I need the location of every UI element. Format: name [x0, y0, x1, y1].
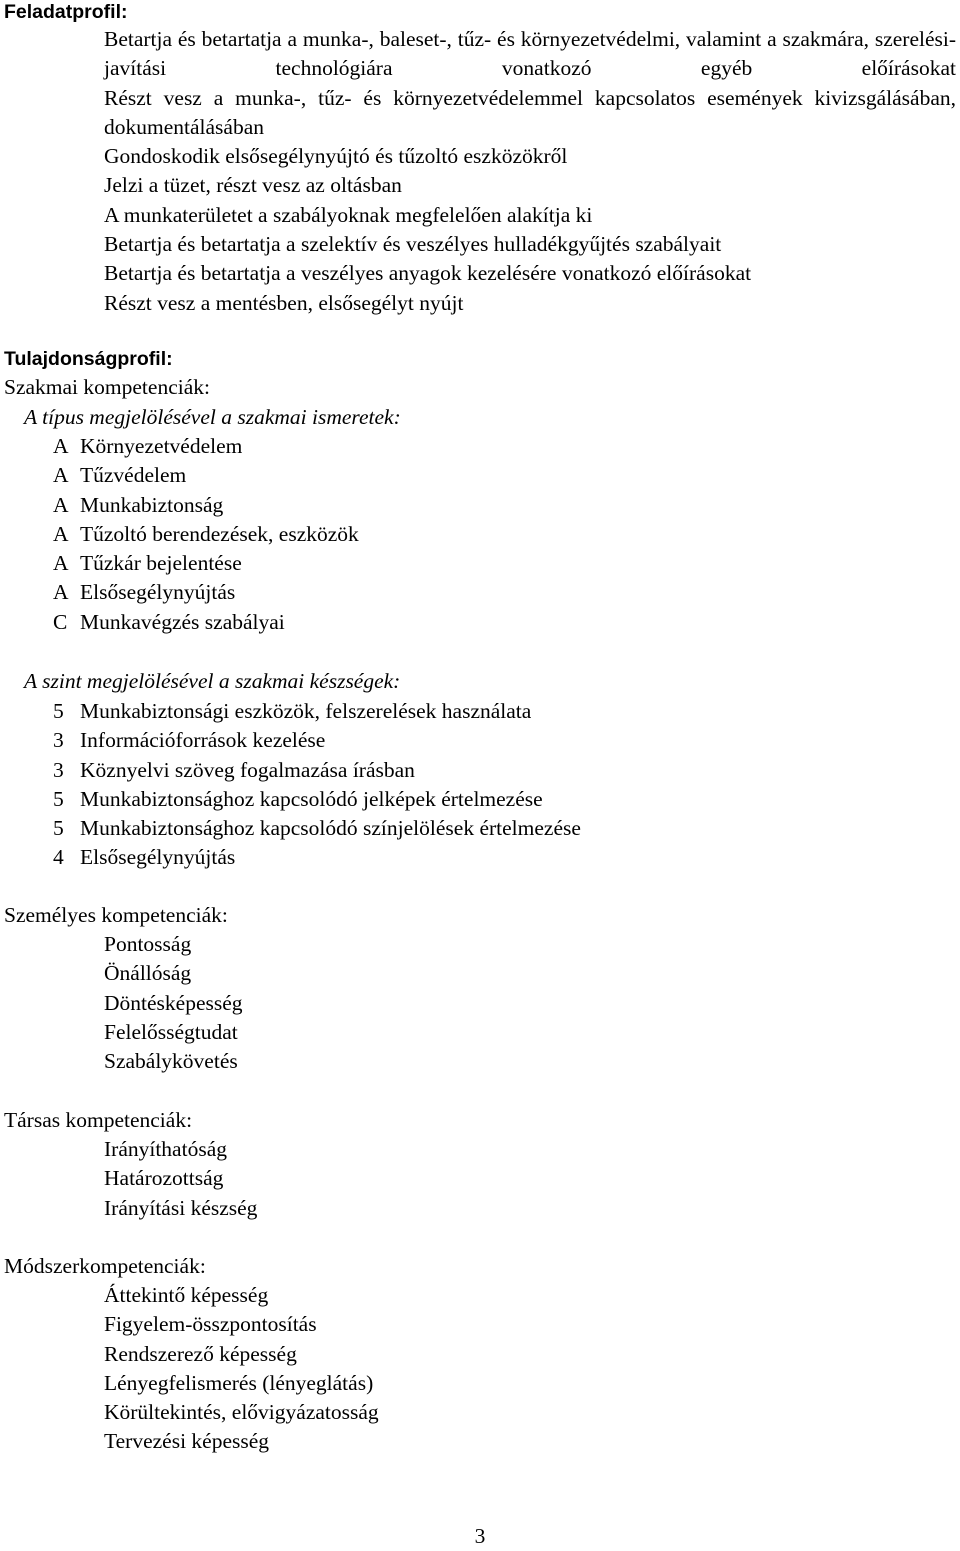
ismeret-text: Munkabiztonság: [80, 492, 224, 517]
list-item: Irányítási készség: [104, 1195, 258, 1220]
ismeret-type-code: A: [53, 551, 69, 576]
list-item: Határozottság: [104, 1166, 224, 1191]
task-item: Jelzi a tüzet, részt vesz az oltásban: [104, 173, 402, 198]
ismeret-type-code: A: [53, 463, 69, 488]
keszsegek-list: [0, 697, 960, 873]
list-item: Figyelem-összpontosítás: [104, 1312, 317, 1337]
keszseg-text: Köznyelvi szöveg fogalmazása írásban: [80, 757, 415, 782]
list-item: Pontosság: [104, 932, 192, 956]
tarsas-kompetenciak-label: Társas kompetenciák:: [4, 1108, 193, 1132]
ismeret-text: Munkavégzés szabályai: [80, 609, 285, 634]
keszseg-row: [0, 814, 960, 843]
ismeret-type-code: A: [53, 521, 69, 546]
ismeret-row: [0, 432, 960, 461]
tulajdonsagprofil-heading: Tulajdonságprofil:: [4, 348, 173, 370]
list-item: Felelősségtudat: [104, 1019, 238, 1044]
ismeret-row: [0, 608, 960, 637]
feladatprofil-heading: Feladatprofil:: [4, 1, 128, 23]
ismeret-row: [0, 461, 960, 490]
szakmai-kompetenciak-label: Szakmai kompetenciák:: [4, 375, 210, 399]
ismeret-text: Elsősegélynyújtás: [80, 580, 236, 605]
keszseg-text: Munkabiztonsági eszközök, felszerelések használata: [80, 699, 532, 723]
ismeret-text: Tűzkár bejelentése: [80, 551, 242, 576]
list-item: Szabálykövetés: [104, 1049, 238, 1074]
list-item: Körültekintés, elővigyázatosság: [104, 1400, 379, 1425]
ismeretek-list: [0, 432, 960, 637]
ismeret-type-code: A: [53, 492, 69, 517]
task-item: Részt vesz a mentésben, elsősegélyt nyújt: [104, 290, 464, 315]
task-item: Betartja és betartatja a veszélyes anyagok kezelésére vonatkozó előírásokat: [104, 261, 752, 286]
list-item: Irányíthatóság: [104, 1137, 227, 1161]
keszseg-row: [0, 756, 960, 785]
keszseg-text: Munkabiztonsághoz kapcsolódó jelképek értelmezése: [80, 786, 543, 811]
feladatprofil-list: [104, 25, 956, 318]
list-item: Lényegfelismerés (lényeglátás): [104, 1370, 374, 1395]
ismeret-row: [0, 578, 960, 607]
ismeret-type-code: C: [53, 609, 68, 634]
page-number: 3: [474, 1524, 486, 1548]
ismeret-text: Tűzoltó berendezések, eszközök: [80, 521, 359, 546]
ismeret-row: [0, 491, 960, 520]
task-item: Betartja és betartatja a szelektív és veszélyes hulladékgyűjtés szabályait: [104, 232, 722, 257]
ismeret-type-code: A: [53, 434, 69, 458]
ismeret-row: [0, 520, 960, 549]
keszseg-text: Információforrások kezelése: [80, 728, 326, 753]
ismeret-text: Környezetvédelem: [80, 434, 243, 458]
list-item: Tervezési képesség: [104, 1429, 270, 1454]
keszseg-level-code: 5: [53, 699, 64, 723]
task-item: Betartja és betartatja a munka-, baleset-, tűz- és környezetvédelmi, valamint a szakmára, szerelési-javítási technológiára vonatkozó egyéb előírásokat: [104, 27, 956, 81]
keszseg-level-code: 5: [53, 786, 64, 811]
keszseg-text: Munkabiztonsághoz kapcsolódó színjelölések értelmezése: [80, 816, 581, 841]
list-item: Döntésképesség: [104, 990, 243, 1015]
keszseg-level-code: 5: [53, 816, 64, 841]
modszer-list: [104, 1281, 956, 1457]
keszseg-level-code: 4: [53, 845, 64, 870]
keszseg-row: [0, 785, 960, 814]
keszseg-level-code: 3: [53, 757, 64, 782]
list-item: Rendszerező képesség: [104, 1341, 297, 1366]
modszerkompetenciak-label: Módszerkompetenciák:: [4, 1254, 206, 1278]
keszseg-row: [0, 843, 960, 872]
keszseg-row: [0, 726, 960, 755]
list-item: Önállóság: [104, 961, 192, 986]
keszsegek-label: A szint megjelölésével a szakmai készségek:: [24, 669, 401, 693]
list-item: Áttekintő képesség: [104, 1283, 269, 1307]
keszseg-level-code: 3: [53, 728, 64, 753]
keszseg-row: [0, 697, 960, 726]
ismeret-type-code: A: [53, 580, 69, 605]
szemelyes-kompetenciak-label: Személyes kompetenciák:: [4, 903, 228, 927]
task-item: Részt vesz a munka-, tűz- és környezetvédelemmel kapcsolatos események kivizsgálásában, dokumentálásában: [104, 85, 956, 139]
ismeretek-label: A típus megjelölésével a szakmai ismeretek:: [24, 405, 401, 429]
ismeret-text: Tűzvédelem: [80, 463, 187, 488]
task-item: A munkaterületet a szabályoknak megfelelően alakítja ki: [104, 202, 593, 227]
task-item: Gondoskodik elsősegélynyújtó és tűzoltó eszközökről: [104, 144, 568, 169]
szemelyes-list: [104, 930, 956, 1076]
keszseg-text: Elsősegélynyújtás: [80, 845, 236, 870]
tarsas-list: [104, 1135, 956, 1223]
ismeret-row: [0, 549, 960, 578]
